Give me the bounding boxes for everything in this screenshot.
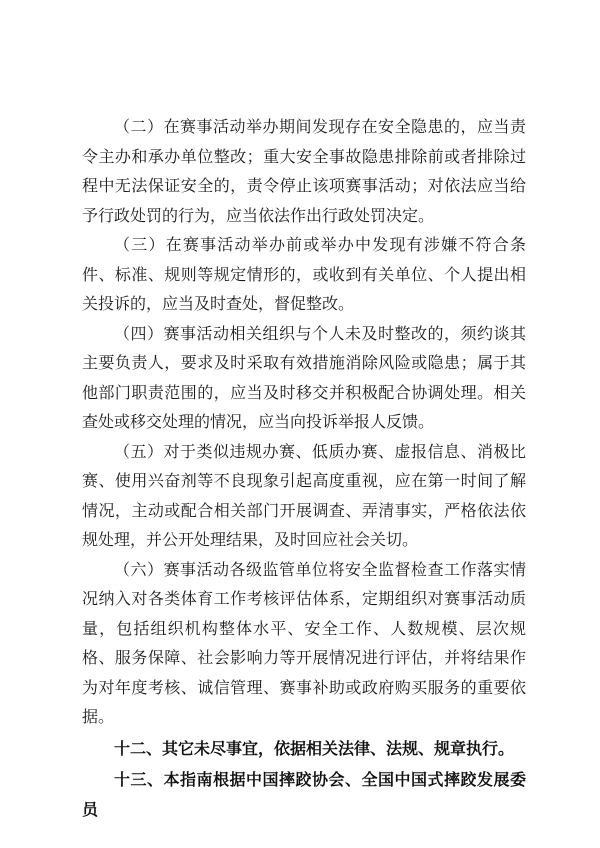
section-heading-12: 十二、其它未尽事宜，依据相关法律、法规、规章执行。 (114, 738, 515, 758)
paragraph-item-4: （四）赛事活动相关组织与个人未及时整改的，须约谈其主要负责人，要求及时采取有效措施消除风险或隐患；属于其他部门职责范围的，应当及时移交并积极配合协调处理。相关查处或移交处理的情况，应当向投诉举报人反馈。 (82, 323, 526, 431)
paragraph-item-6: （六）赛事活动各级监管单位将安全监督检查工作落实情况纳入对各类体育工作考核评估体系，定期组织对赛事活动质量，包括组织机构整体水平、安全工作、人数规模、层次规格、服务保障、社会影响力等开展情况进行评估，并将结果作为对年度考核、诚信管理、赛事补助或政府购买服务的重要依据。 (82, 559, 526, 726)
document-body (82, 112, 526, 824)
paragraph-item-5: （五）对于类似违规办赛、低质办赛、虚报信息、消极比赛、使用兴奋剂等不良现象引起高度重视，应在第一时间了解情况，主动或配合相关部门开展调查、弄清事实，严格依法依规处理，并公开处理结果，及时回应社会关切。 (82, 441, 526, 549)
section-heading-13: 十三、本指南根据中国摔跤协会、全国中国式摔跤发展委员 (82, 770, 526, 819)
paragraph-item-3: （三）在赛事活动举办前或举办中发现有涉嫌不符合条件、标准、规则等规定情形的，或收到有关单位、个人提出相关投诉的，应当及时查处，督促整改。 (82, 235, 526, 313)
paragraph-item-2: （二）在赛事活动举办期间发现存在安全隐患的，应当责令主办和承办单位整改；重大安全事故隐患排除前或者排除过程中无法保证安全的，责令停止该项赛事活动；对依法应当给予行政处罚的行为，应当依法作出行政处罚决定。 (82, 117, 526, 225)
